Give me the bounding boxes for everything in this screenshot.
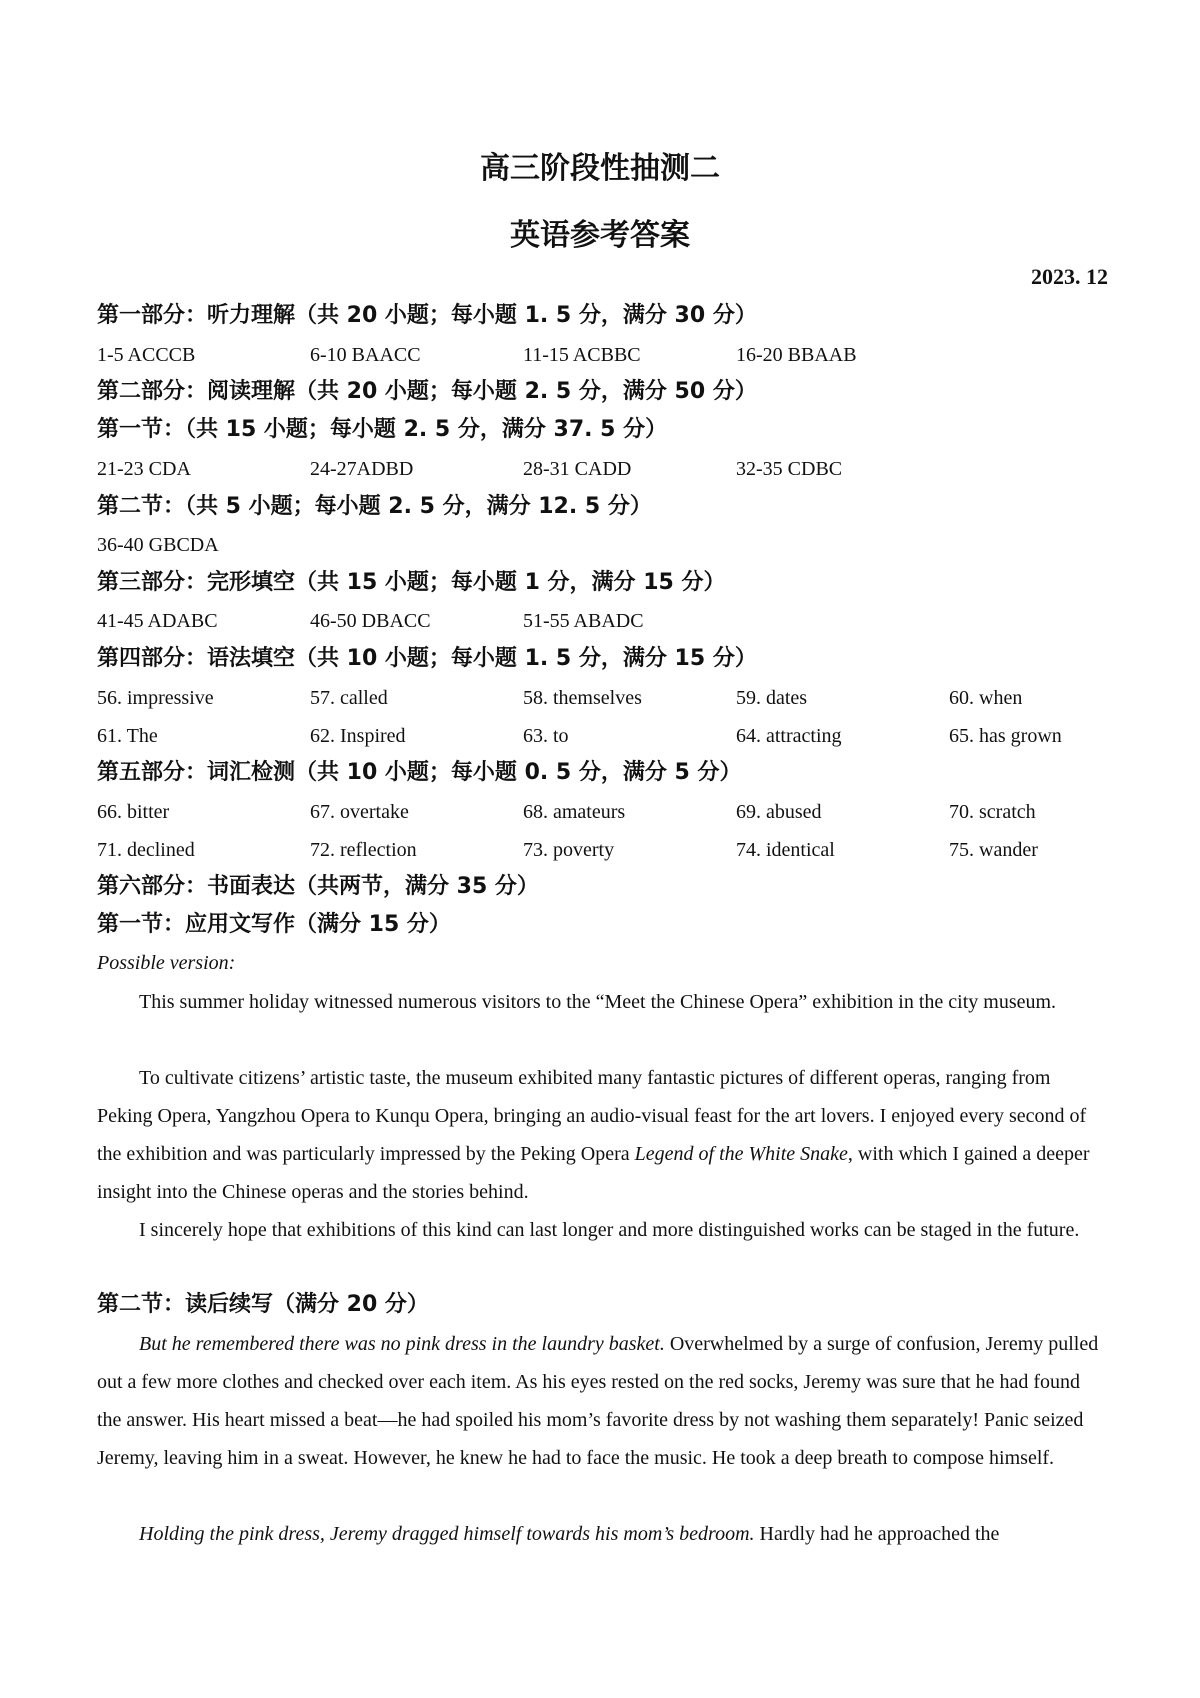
answer-group: 1-5 ACCCB	[97, 344, 196, 366]
part3-heading: 第三部分：完形填空（共 15 小题；每小题 1 分，满分 15 分）	[97, 570, 726, 595]
part6-section1-heading: 第一节：应用文写作（满分 15 分）	[97, 912, 451, 937]
part4-row2	[97, 718, 1107, 754]
part5-row1	[97, 794, 1107, 830]
page-title: 高三阶段性抽测二	[480, 151, 720, 186]
essay-paragraph-2	[97, 1059, 1103, 1211]
answer-group: 24-27ADBD	[310, 458, 414, 480]
part2-section2-heading: 第二节：（共 5 小题；每小题 2. 5 分，满分 12. 5 分）	[97, 494, 652, 519]
part4-heading: 第四部分：语法填空（共 10 小题；每小题 1. 5 分，满分 15 分）	[97, 646, 757, 671]
answer-group: 41-45 ADABC	[97, 610, 218, 632]
date-label: 2023. 12	[1031, 264, 1108, 289]
part3-answers	[97, 603, 1107, 639]
answer-item: 57. called	[310, 687, 388, 709]
answer-item: 60. when	[949, 687, 1023, 709]
page-subtitle: 英语参考答案	[510, 218, 690, 253]
part5-heading: 第五部分：词汇检测（共 10 小题；每小题 0. 5 分，满分 5 分）	[97, 760, 742, 785]
answer-item: 66. bitter	[97, 801, 170, 823]
essay-paragraph-1: This summer holiday witnessed numerous visitors to the “Meet the Chinese Opera” exhibition in the city museum.	[139, 991, 1057, 1013]
part6-heading: 第六部分：书面表达（共两节，满分 35 分）	[97, 874, 539, 899]
answer-item: 71. declined	[97, 839, 195, 861]
answer-item: 62. Inspired	[310, 725, 406, 747]
essay-paragraph-3: I sincerely hope that exhibitions of this kind can last longer and more distinguished works can be staged in the future.	[139, 1219, 1080, 1241]
answer-item: 58. themselves	[523, 687, 642, 709]
part6-section2-heading: 第二节：读后续写（满分 20 分）	[97, 1292, 429, 1317]
continuation-lead-1: But he remembered there was no pink dress in the laundry basket.	[139, 1333, 665, 1355]
essay-paragraph-2-text-a: To cultivate citizens’ artistic taste, the museum exhibited many fantastic pictures of different operas, ranging from Peking Opera, Yangzhou Opera to Kunqu Opera, bringing an audio-visual feast for the art lovers. I enjoyed every second of the exhibition and was particularly impressed by the Peking Opera	[97, 1067, 1087, 1165]
continuation-paragraph-1	[97, 1325, 1103, 1477]
continuation-lead-2: Holding the pink dress, Jeremy dragged himself towards his mom’s bedroom.	[139, 1523, 755, 1545]
answer-group: 11-15 ACBBC	[523, 344, 641, 366]
answer-item: 65. has grown	[949, 725, 1062, 747]
part1-heading: 第一部分：听力理解（共 20 小题；每小题 1. 5 分，满分 30 分）	[97, 303, 757, 328]
answer-item: 73. poverty	[523, 839, 615, 861]
answer-group: 21-23 CDA	[97, 458, 191, 480]
answer-item: 61. The	[97, 725, 158, 747]
answer-item: 63. to	[523, 725, 569, 747]
continuation-body-1: Overwhelmed by a surge of confusion, Jeremy pulled out a few more clothes and checked over each item. As his eyes rested on the red socks, Jeremy was sure that he had found the answer. His heart missed a beat—he had spoiled his mom’s favorite dress by not washing them separately! Panic seized Jeremy, leaving him in a sweat. However, he knew he had to face the music. He took a deep breath to compose himself.	[97, 1333, 1099, 1469]
answer-group: 36-40 GBCDA	[97, 534, 219, 556]
essay-paragraph-2-text-b: , with which I gained a deeper insight into the Chinese operas and the stories behind.	[97, 1143, 1090, 1203]
answer-item: 67. overtake	[310, 801, 409, 823]
part2-section1-answers	[97, 451, 1107, 487]
part1-answers	[97, 337, 1107, 373]
answer-group: 51-55 ABADC	[523, 610, 644, 632]
answer-group: 16-20 BBAAB	[736, 344, 857, 366]
answer-group: 28-31 CADD	[523, 458, 632, 480]
possible-version-label: Possible version:	[97, 952, 236, 974]
answer-group: 6-10 BAACC	[310, 344, 421, 366]
answer-item: 56. impressive	[97, 687, 214, 709]
part2-section1-heading: 第一节：（共 15 小题；每小题 2. 5 分，满分 37. 5 分）	[97, 417, 668, 442]
answer-group: 32-35 CDBC	[736, 458, 843, 480]
part2-section2-answers	[97, 527, 1107, 563]
part5-row2	[97, 832, 1107, 868]
answer-item: 72. reflection	[310, 839, 417, 861]
part2-heading: 第二部分：阅读理解（共 20 小题；每小题 2. 5 分，满分 50 分）	[97, 379, 757, 404]
answer-item: 75. wander	[949, 839, 1038, 861]
continuation-body-2: Hardly had he approached the	[754, 1523, 1000, 1545]
part4-row1	[97, 680, 1107, 716]
opera-title: Legend of the White Snake	[634, 1143, 848, 1165]
answer-item: 68. amateurs	[523, 801, 626, 823]
answer-item: 74. identical	[736, 839, 835, 861]
answer-item: 69. abused	[736, 801, 822, 823]
answer-item: 59. dates	[736, 687, 808, 709]
answer-group: 46-50 DBACC	[310, 610, 431, 632]
answer-item: 64. attracting	[736, 725, 842, 747]
answer-item: 70. scratch	[949, 801, 1036, 823]
continuation-paragraph-2	[97, 1515, 1103, 1553]
